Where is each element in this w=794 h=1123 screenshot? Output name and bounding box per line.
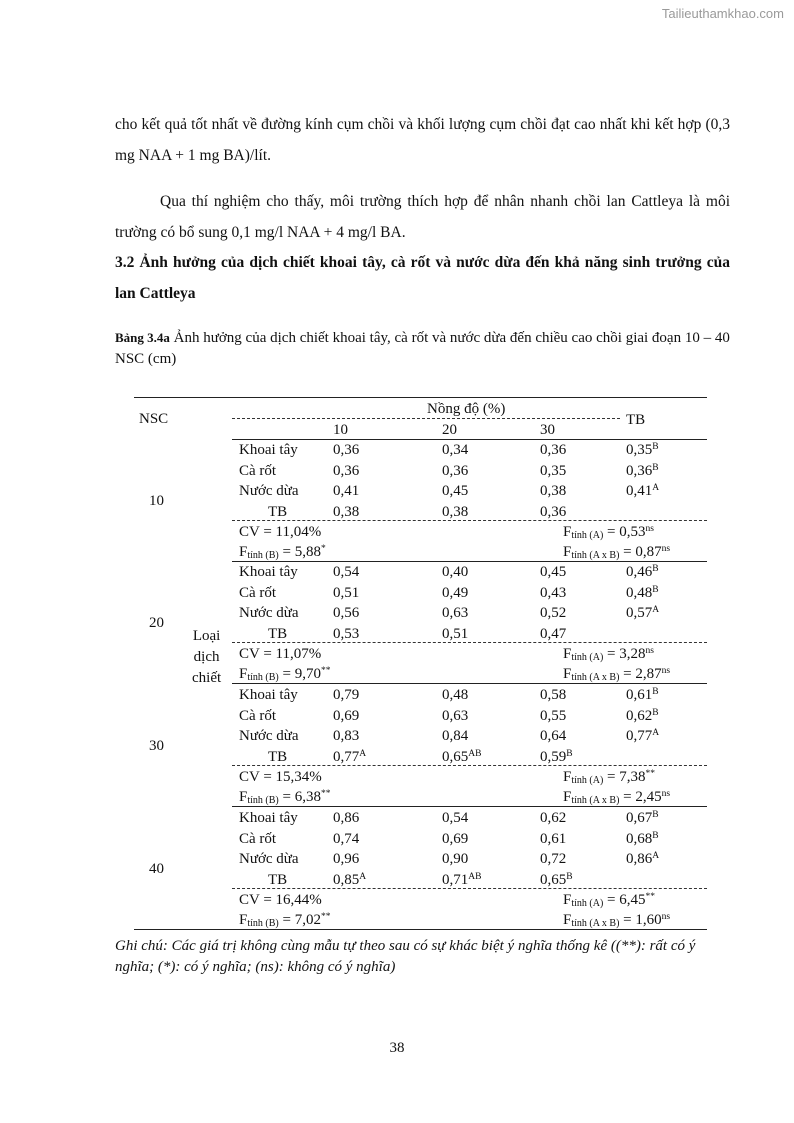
f-ab-0-part-1: tính (A x B) xyxy=(571,550,620,561)
cell-0-0-1-value: 0,34 xyxy=(442,442,469,458)
row-name-3-2-value: Nước dừa xyxy=(239,851,299,867)
cell-3-1-0 xyxy=(333,830,359,848)
cell-2-2-1 xyxy=(442,727,468,745)
row-tb-1-1-letter: B xyxy=(652,584,659,595)
cell-1-0-0-value: 0,54 xyxy=(333,564,360,580)
table-caption-label: Bảng 3.4a xyxy=(115,330,170,345)
mean-2-0-value: 0,77 xyxy=(333,748,360,765)
row-tb-0-0-value: 0,35 xyxy=(626,442,653,458)
nsc-3-value: 40 xyxy=(149,861,164,877)
cv-0 xyxy=(239,523,321,541)
cell-0-1-2-value: 0,35 xyxy=(540,462,567,479)
row-tb-1-2-value: 0,57 xyxy=(626,605,653,621)
f-ab-3 xyxy=(563,911,670,929)
f-ab-0-part-3: ns xyxy=(661,544,671,554)
cell-2-1-2-value: 0,55 xyxy=(540,707,567,724)
cell-0-2-2-value: 0,38 xyxy=(540,483,567,499)
f-ab-1-part-1: tính (A x B) xyxy=(571,672,620,683)
f-ab-1-part-0: F xyxy=(563,666,572,682)
cell-3-2-0-value: 0,96 xyxy=(333,851,360,867)
cell-2-0-1 xyxy=(442,686,468,704)
section-heading: 3.2 Ảnh hưởng của dịch chiết khoai tây, cà rốt và nước dừa đến khả năng sinh trưởng của lan Cattleya xyxy=(115,254,730,302)
group-dashed-rule-0 xyxy=(232,520,707,521)
row-name-1-1-value: Cà rốt xyxy=(239,584,277,601)
mean-3-1-value: 0,71 xyxy=(442,871,469,888)
cell-0-1-2 xyxy=(540,462,566,480)
cell-1-0-1-value: 0,40 xyxy=(442,564,469,580)
row-tb-2-1-letter: B xyxy=(652,707,659,718)
mean-2-0-letter: A xyxy=(359,748,367,759)
row-name-2-2 xyxy=(239,727,299,745)
watermark: Tailieuthamkhao.com xyxy=(661,6,784,21)
f-a-1-part-3: ns xyxy=(645,646,654,656)
row-name-2-0 xyxy=(239,686,298,704)
cell-3-2-2-value: 0,72 xyxy=(540,851,567,867)
cell-1-1-2-value: 0,43 xyxy=(540,584,567,601)
cell-2-0-2 xyxy=(540,686,566,704)
row-tb-2-1-value: 0,62 xyxy=(626,707,653,724)
f-a-2-part-0: F xyxy=(563,769,572,785)
header-tb: TB xyxy=(626,412,646,428)
row-name-3-0-value: Khoai tây xyxy=(239,810,298,826)
f-a-2 xyxy=(563,768,655,786)
mean-3-1 xyxy=(442,871,481,889)
row-name-2-1-value: Cà rốt xyxy=(239,707,277,724)
mean-2-2-value: 0,59 xyxy=(540,748,567,765)
cell-1-2-0-value: 0,56 xyxy=(333,605,360,621)
f-a-3-part-2: = 6,45 xyxy=(603,892,646,908)
cell-0-2-2 xyxy=(540,482,566,500)
group-dashed-rule-2 xyxy=(232,765,707,766)
row-group-label-line-3: chiết xyxy=(192,670,222,686)
cell-1-0-2-value: 0,45 xyxy=(540,564,567,580)
f-a-3-part-3: ** xyxy=(645,892,656,902)
f-b-1-part-3: ** xyxy=(320,666,331,676)
body-paragraph-1: cho kết quả tốt nhất về đường kính cụm chồi và khối lượng cụm chồi đạt cao nhất khi kết hợp (0,3 mg NAA + 1 mg BA)/lít. xyxy=(115,116,730,164)
group-bottom-rule-2 xyxy=(232,806,707,807)
f-a-1-part-0: F xyxy=(563,646,572,662)
cell-3-2-2 xyxy=(540,850,566,868)
cell-1-1-1-value: 0,49 xyxy=(442,584,469,601)
f-b-0-part-1: tính (B) xyxy=(247,550,279,561)
cell-1-0-2 xyxy=(540,563,566,581)
f-ab-2-part-0: F xyxy=(563,789,572,805)
table-note: Ghi chú: Các giá trị không cùng mẫu tự theo sau có sự khác biệt ý nghĩa thống kê ((**): rất có ý nghĩa; (*): có ý nghĩa; (ns): không có ý nghĩa) xyxy=(115,938,696,975)
f-b-0-part-0: F xyxy=(239,544,248,560)
cell-3-1-1-value: 0,69 xyxy=(442,830,469,847)
cell-2-1-1-value: 0,63 xyxy=(442,707,469,724)
header-dashed-rule xyxy=(232,418,620,419)
row-tb-3-1-letter: B xyxy=(652,830,659,841)
row-name-2-2-value: Nước dừa xyxy=(239,728,299,744)
page-number: 38 xyxy=(389,1040,405,1056)
f-b-1 xyxy=(239,665,330,683)
f-b-0-part-3: * xyxy=(320,544,326,554)
mean-1-1 xyxy=(442,625,468,643)
table-caption-text: Ảnh hưởng của dịch chiết khoai tây, cà rốt và nước dừa đến chiều cao chồi giai đoạn 10 – 40 NSC (cm) xyxy=(115,330,730,367)
row-tb-3-2-value: 0,86 xyxy=(626,851,653,867)
f-b-1-part-1: tính (B) xyxy=(247,672,279,683)
cell-1-1-2 xyxy=(540,584,566,602)
nsc-2-value: 30 xyxy=(149,738,164,754)
f-b-3-part-0: F xyxy=(239,912,248,928)
cell-2-1-1 xyxy=(442,707,468,725)
row-tb-3-0-value: 0,67 xyxy=(626,810,653,826)
mean-3-0-value: 0,85 xyxy=(333,871,360,888)
row-tb-2-2-letter: A xyxy=(652,728,660,738)
row-name-3-1 xyxy=(239,830,276,848)
row-tb-1-1 xyxy=(626,584,659,602)
row-name-3-0 xyxy=(239,809,298,827)
mean-2-1 xyxy=(442,748,481,766)
row-tb-2-0-value: 0,61 xyxy=(626,687,653,703)
row-tb-0-1-value: 0,36 xyxy=(626,462,653,479)
f-ab-2 xyxy=(563,788,670,806)
f-a-0-part-0: F xyxy=(563,524,572,540)
mean-3-2 xyxy=(540,871,573,889)
cell-2-2-0 xyxy=(333,727,359,745)
f-ab-0-part-2: = 0,87 xyxy=(619,544,662,560)
f-a-3-part-1: tính (A) xyxy=(571,898,604,909)
cell-1-1-0 xyxy=(333,584,359,602)
cell-3-1-2-value: 0,61 xyxy=(540,830,567,847)
nsc-0 xyxy=(149,492,164,510)
cell-0-1-1 xyxy=(442,462,468,480)
cell-1-1-1 xyxy=(442,584,468,602)
row-name-2-1 xyxy=(239,707,276,725)
row-name-0-1 xyxy=(239,462,276,480)
f-ab-1-part-3: ns xyxy=(661,666,671,676)
mean-0-1-value: 0,38 xyxy=(442,503,469,520)
mean-name-2 xyxy=(268,748,287,766)
cell-3-0-0-value: 0,86 xyxy=(333,810,360,826)
row-tb-1-2-letter: A xyxy=(652,605,660,615)
cell-3-0-2 xyxy=(540,809,566,827)
mean-0-0 xyxy=(333,503,359,521)
mean-name-0-value: TB xyxy=(268,503,288,520)
group-dashed-rule-1 xyxy=(232,642,707,643)
cell-2-2-1-value: 0,84 xyxy=(442,728,469,744)
row-name-0-0-value: Khoai tây xyxy=(239,442,298,458)
cell-3-0-1 xyxy=(442,809,468,827)
mean-1-0 xyxy=(333,625,359,643)
row-tb-0-0 xyxy=(626,441,659,459)
cell-0-1-0 xyxy=(333,462,359,480)
cell-0-0-2-value: 0,36 xyxy=(540,442,567,458)
row-name-0-1-value: Cà rốt xyxy=(239,462,277,479)
cell-1-2-0 xyxy=(333,604,359,622)
row-tb-2-2-value: 0,77 xyxy=(626,728,653,744)
row-name-3-2 xyxy=(239,850,299,868)
mean-3-1-letter: AB xyxy=(468,871,482,882)
row-name-3-1-value: Cà rốt xyxy=(239,830,277,847)
group-bottom-rule-3 xyxy=(134,929,707,930)
row-tb-1-0-value: 0,46 xyxy=(626,564,653,580)
mean-name-0 xyxy=(268,503,287,521)
row-group-label-line-2: dịch xyxy=(193,649,220,665)
f-a-1-part-1: tính (A) xyxy=(571,652,604,663)
group-bottom-rule-0 xyxy=(232,561,707,562)
header-nsc: NSC xyxy=(139,411,169,427)
row-name-0-0 xyxy=(239,441,298,459)
cell-1-2-2-value: 0,52 xyxy=(540,605,567,621)
cell-2-0-0-value: 0,79 xyxy=(333,687,360,703)
cell-1-1-0-value: 0,51 xyxy=(333,584,360,601)
mean-name-2-value: TB xyxy=(268,748,288,765)
cell-3-0-1-value: 0,54 xyxy=(442,810,469,826)
cell-3-1-1 xyxy=(442,830,468,848)
cell-3-1-0-value: 0,74 xyxy=(333,830,360,847)
row-tb-3-2 xyxy=(626,850,659,868)
f-a-0-part-2: = 0,53 xyxy=(603,524,646,540)
row-name-1-0-value: Khoai tây xyxy=(239,564,298,580)
f-ab-3-part-3: ns xyxy=(661,912,671,922)
row-group-label xyxy=(192,626,221,689)
mean-1-2-value: 0,47 xyxy=(540,625,567,642)
row-tb-0-1-letter: B xyxy=(652,462,659,473)
nsc-1 xyxy=(149,614,164,632)
cell-0-2-0-value: 0,41 xyxy=(333,483,360,499)
mean-2-2 xyxy=(540,748,573,766)
cell-2-1-0-value: 0,69 xyxy=(333,707,360,724)
mean-3-0-letter: A xyxy=(359,871,367,882)
row-tb-3-1 xyxy=(626,830,659,848)
f-ab-2-part-3: ns xyxy=(661,789,671,799)
cell-2-0-2-value: 0,58 xyxy=(540,687,567,703)
row-tb-0-2-letter: A xyxy=(652,483,660,493)
row-name-1-2 xyxy=(239,604,299,622)
cv-0-value: CV = 11,04% xyxy=(239,524,322,540)
f-a-3-part-0: F xyxy=(563,892,572,908)
cell-2-1-0 xyxy=(333,707,359,725)
cv-1-value: CV = 11,07% xyxy=(239,646,322,662)
f-b-3-part-2: = 7,02 xyxy=(278,912,321,928)
mean-3-2-value: 0,65 xyxy=(540,871,567,888)
mean-0-1 xyxy=(442,503,468,521)
f-a-2-part-2: = 7,38 xyxy=(603,769,646,785)
cv-3-value: CV = 16,44% xyxy=(239,892,322,908)
cell-1-2-1-value: 0,63 xyxy=(442,605,469,621)
header-bottom-rule xyxy=(232,439,707,440)
cell-2-2-0-value: 0,83 xyxy=(333,728,360,744)
cell-0-0-0 xyxy=(333,441,359,459)
cell-3-2-1-value: 0,90 xyxy=(442,851,469,867)
mean-1-2 xyxy=(540,625,566,643)
f-a-1 xyxy=(563,645,654,663)
row-tb-0-0-letter: B xyxy=(652,442,659,452)
body-paragraph-2: Qua thí nghiệm cho thấy, môi trường thích hợp để nhân nhanh chồi lan Cattleya là môi trường có bổ sung 0,1 mg/l NAA + 4 mg/l BA. xyxy=(115,193,730,241)
mean-name-1-value: TB xyxy=(268,625,288,642)
cell-3-0-2-value: 0,62 xyxy=(540,810,567,826)
cell-3-0-0 xyxy=(333,809,359,827)
cell-0-0-0-value: 0,36 xyxy=(333,442,360,458)
row-tb-1-1-value: 0,48 xyxy=(626,584,653,601)
mean-name-1 xyxy=(268,625,287,643)
mean-2-2-letter: B xyxy=(566,748,573,759)
f-b-2-part-0: F xyxy=(239,789,248,805)
row-tb-2-0-letter: B xyxy=(652,687,659,697)
row-name-2-0-value: Khoai tây xyxy=(239,687,298,703)
mean-2-0 xyxy=(333,748,366,766)
cell-1-0-1 xyxy=(442,563,468,581)
row-name-1-0 xyxy=(239,563,298,581)
f-a-0-part-3: ns xyxy=(645,524,654,534)
table-top-rule xyxy=(134,397,707,398)
mean-0-2-value: 0,36 xyxy=(540,503,567,520)
f-b-2-part-1: tính (B) xyxy=(247,795,279,806)
f-b-3-part-1: tính (B) xyxy=(247,918,279,929)
cell-0-2-1 xyxy=(442,482,468,500)
f-ab-0 xyxy=(563,543,670,561)
header-conc-2: 20 xyxy=(442,422,457,438)
f-ab-2-part-1: tính (A x B) xyxy=(571,795,620,806)
mean-name-3 xyxy=(268,871,287,889)
row-tb-3-1-value: 0,68 xyxy=(626,830,653,847)
f-b-2 xyxy=(239,788,330,806)
row-tb-0-2-value: 0,41 xyxy=(626,483,653,499)
cv-3 xyxy=(239,891,322,909)
cell-0-1-1-value: 0,36 xyxy=(442,462,469,479)
row-tb-2-2 xyxy=(626,727,659,745)
cv-2 xyxy=(239,768,322,786)
row-tb-1-2 xyxy=(626,604,659,622)
mean-0-0-value: 0,38 xyxy=(333,503,360,520)
f-a-1-part-2: = 3,28 xyxy=(603,646,646,662)
f-a-0 xyxy=(563,523,654,541)
row-name-1-2-value: Nước dừa xyxy=(239,605,299,621)
row-tb-3-0 xyxy=(626,809,659,827)
mean-1-1-value: 0,51 xyxy=(442,625,469,642)
f-ab-0-part-0: F xyxy=(563,544,572,560)
mean-3-0 xyxy=(333,871,366,889)
f-ab-1-part-2: = 2,87 xyxy=(619,666,662,682)
f-b-3 xyxy=(239,911,330,929)
cell-2-1-2 xyxy=(540,707,566,725)
header-concentration: Nồng độ (%) xyxy=(427,401,506,417)
f-a-2-part-3: ** xyxy=(645,769,656,779)
cell-1-2-2 xyxy=(540,604,566,622)
cv-1 xyxy=(239,645,321,663)
mean-3-2-letter: B xyxy=(566,871,573,882)
cell-3-2-1 xyxy=(442,850,468,868)
f-b-2-part-3: ** xyxy=(320,789,331,799)
cell-1-2-1 xyxy=(442,604,468,622)
row-tb-0-1 xyxy=(626,462,659,480)
cell-0-2-0 xyxy=(333,482,359,500)
header-conc-3: 30 xyxy=(540,422,555,438)
nsc-0-value: 10 xyxy=(149,493,164,509)
cell-2-2-2 xyxy=(540,727,566,745)
cell-3-2-0 xyxy=(333,850,359,868)
cell-2-2-2-value: 0,64 xyxy=(540,728,567,744)
cell-0-1-0-value: 0,36 xyxy=(333,462,360,479)
f-b-3-part-3: ** xyxy=(320,912,331,922)
row-tb-3-2-letter: A xyxy=(652,851,660,861)
nsc-3 xyxy=(149,860,164,878)
f-b-1-part-2: = 9,70 xyxy=(278,666,321,682)
row-tb-1-0 xyxy=(626,563,659,581)
cell-0-0-1 xyxy=(442,441,468,459)
nsc-1-value: 20 xyxy=(149,615,164,631)
cell-2-0-1-value: 0,48 xyxy=(442,687,469,703)
row-tb-2-1 xyxy=(626,707,659,725)
f-b-1-part-0: F xyxy=(239,666,248,682)
row-name-0-2 xyxy=(239,482,299,500)
row-tb-0-2 xyxy=(626,482,659,500)
row-tb-1-0-letter: B xyxy=(652,564,659,574)
mean-2-1-letter: AB xyxy=(468,748,482,759)
f-a-2-part-1: tính (A) xyxy=(571,775,604,786)
cell-1-0-0 xyxy=(333,563,359,581)
f-ab-3-part-2: = 1,60 xyxy=(619,912,662,928)
f-b-2-part-2: = 6,38 xyxy=(278,789,321,805)
row-name-0-2-value: Nước dừa xyxy=(239,483,299,499)
cv-2-value: CV = 15,34% xyxy=(239,769,322,785)
row-tb-3-0-letter: B xyxy=(652,810,659,820)
f-a-0-part-1: tính (A) xyxy=(571,530,604,541)
cell-2-0-0 xyxy=(333,686,359,704)
f-ab-3-part-1: tính (A x B) xyxy=(571,918,620,929)
f-ab-2-part-2: = 2,45 xyxy=(619,789,662,805)
cell-0-2-1-value: 0,45 xyxy=(442,483,469,499)
nsc-2 xyxy=(149,737,164,755)
f-b-0 xyxy=(239,543,326,561)
mean-2-1-value: 0,65 xyxy=(442,748,469,765)
f-ab-1 xyxy=(563,665,670,683)
row-group-label-line-1: Loại xyxy=(192,628,221,644)
cell-0-0-2 xyxy=(540,441,566,459)
mean-name-3-value: TB xyxy=(268,871,288,888)
cell-3-1-2 xyxy=(540,830,566,848)
row-tb-2-0 xyxy=(626,686,659,704)
group-bottom-rule-1 xyxy=(232,683,707,684)
f-a-3 xyxy=(563,891,655,909)
mean-1-0-value: 0,53 xyxy=(333,625,360,642)
group-dashed-rule-3 xyxy=(232,888,707,889)
f-ab-3-part-0: F xyxy=(563,912,572,928)
f-b-0-part-2: = 5,88 xyxy=(278,544,321,560)
header-conc-1: 10 xyxy=(333,422,348,438)
mean-0-2 xyxy=(540,503,566,521)
row-name-1-1 xyxy=(239,584,276,602)
